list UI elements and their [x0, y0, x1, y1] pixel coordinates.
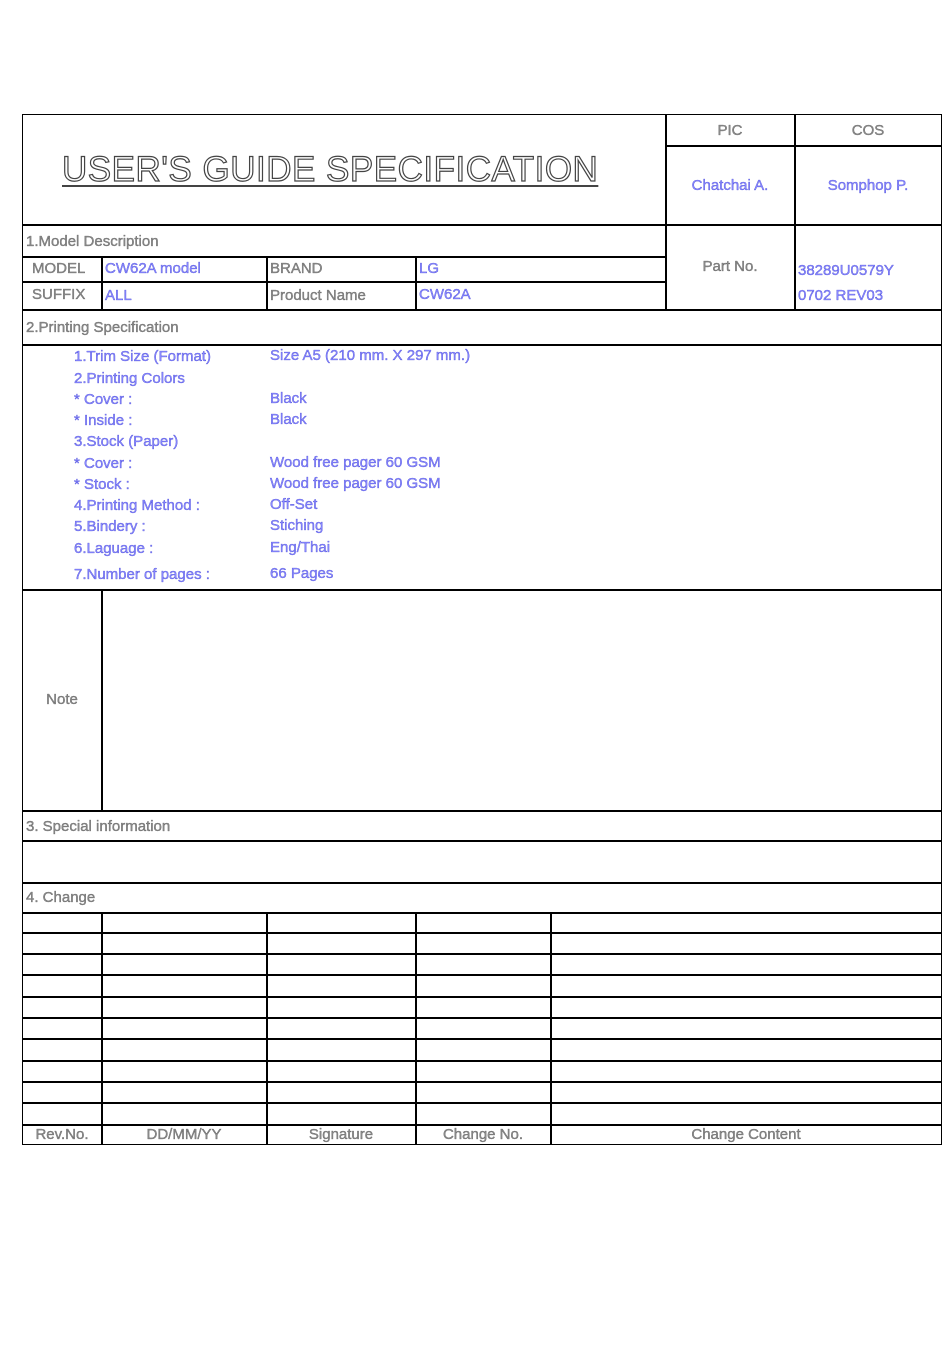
change-col-header-date: DD/MM/YY: [146, 1126, 222, 1143]
model-col-1: [101, 256, 103, 309]
change-col-header-change-no: Change No.: [442, 1126, 524, 1143]
rule-below-title: [22, 224, 942, 226]
spec-value-stock: Wood free pager 60 GSM: [270, 475, 441, 492]
change-grid-top-rule: [22, 912, 942, 914]
spec-label-stock-paper: 3.Stock (Paper): [74, 433, 179, 450]
suffix-label: SUFFIX: [32, 286, 86, 303]
spec-label-cover-color: * Cover :: [74, 391, 133, 408]
model-col-2: [266, 256, 268, 309]
note-label: Note: [46, 691, 78, 708]
suffix-value: ALL: [105, 287, 132, 304]
model-row-rule-top: [22, 256, 665, 258]
spec-value-pages: 66 Pages: [270, 565, 334, 582]
pic-label: PIC: [717, 122, 743, 139]
part-no-label: Part No.: [702, 258, 758, 275]
spec-label-printing-method: 4.Printing Method :: [74, 497, 200, 514]
spec-value-trim-size: Size A5 (210 mm. X 297 mm.): [270, 347, 471, 364]
change-col-3: [415, 912, 417, 1145]
special-header-rule: [22, 840, 942, 842]
change-row-rule: [22, 1060, 942, 1062]
pic-cos-header-rule: [665, 145, 942, 147]
spec-value-bindery: Stiching: [270, 517, 324, 534]
header-divider-left: [665, 114, 667, 309]
spec-label-stock: * Stock :: [74, 476, 130, 493]
spec-label-inside-color: * Inside :: [74, 412, 133, 429]
spec-label-cover-paper: * Cover :: [74, 455, 133, 472]
spec-value-cover-paper: Wood free pager 60 GSM: [270, 454, 441, 471]
spec-value-inside-color: Black: [270, 411, 307, 428]
model-section-label: 1.Model Description: [26, 233, 159, 250]
pic-name: Chatchai A.: [691, 177, 769, 194]
printing-header-rule: [22, 344, 942, 346]
change-col-4: [550, 912, 552, 1145]
page-title: USER'S GUIDE SPECIFICATION: [62, 150, 599, 189]
change-row-rule: [22, 974, 942, 976]
header-divider-right: [794, 114, 796, 309]
change-row-rule: [22, 996, 942, 998]
special-bottom-rule: [22, 882, 942, 884]
change-row-rule: [22, 1102, 942, 1104]
note-top-rule: [22, 589, 942, 591]
change-row-rule: [22, 953, 942, 955]
model-row-rule-bottom: [22, 309, 942, 311]
printing-section-label: 2.Printing Specification: [26, 319, 179, 336]
cos-name: Somphop P.: [827, 177, 909, 194]
model-row-rule-mid: [22, 281, 665, 283]
spec-label-language: 6.Laguage :: [74, 540, 154, 557]
model-col-3: [415, 256, 417, 309]
change-row-rule: [22, 1017, 942, 1019]
spec-label-pages: 7.Number of pages :: [74, 566, 210, 583]
model-label: MODEL: [32, 260, 86, 277]
spec-value-language: Eng/Thai: [270, 539, 331, 556]
spec-value-cover-color: Black: [270, 390, 307, 407]
change-col-header-rev-no: Rev.No.: [35, 1126, 89, 1143]
change-section-label: 4. Change: [26, 889, 96, 906]
part-no-line2: 0702 REV03: [798, 287, 884, 304]
part-no-line1: 38289U0579Y: [798, 262, 894, 279]
change-col-1: [101, 912, 103, 1145]
change-row-rule: [22, 1038, 942, 1040]
spec-label-bindery: 5.Bindery :: [74, 518, 146, 535]
product-name-label: Product Name: [270, 287, 366, 304]
note-bottom-rule: [22, 810, 942, 812]
spec-label-printing-colors: 2.Printing Colors: [74, 370, 185, 387]
change-row-rule: [22, 1081, 942, 1083]
model-value: CW62A model: [105, 260, 201, 277]
brand-value: LG: [419, 260, 440, 277]
spec-label-trim-size: 1.Trim Size (Format): [74, 348, 211, 365]
change-row-rule: [22, 932, 942, 934]
brand-label: BRAND: [270, 260, 323, 277]
cos-label: COS: [851, 122, 885, 139]
special-section-label: 3. Special information: [26, 818, 171, 835]
spec-value-printing-method: Off-Set: [270, 496, 318, 513]
change-col-header-signature: Signature: [308, 1126, 374, 1143]
change-col-header-content: Change Content: [691, 1126, 801, 1143]
change-col-2: [266, 912, 268, 1145]
product-name-value: CW62A: [419, 286, 471, 303]
